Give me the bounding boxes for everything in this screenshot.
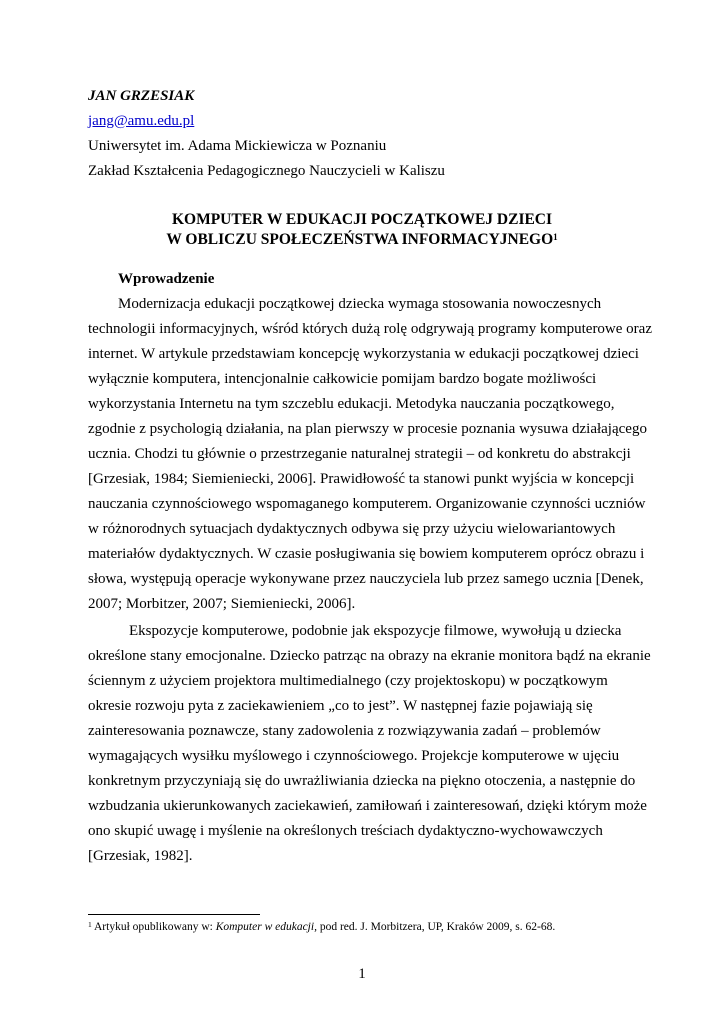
paragraph-line: okresie rozwoju pyta z zaciekawieniem „co to jest”. W następnej fazie pojawiają się	[88, 698, 593, 714]
paragraph-line: ucznia. Chodzi tu głównie o przestrzeganie naturalnej strategii – od konkretu do abstrakcji	[88, 446, 631, 462]
footnote-separator	[88, 914, 260, 915]
title-footnote-marker[interactable]: 1	[553, 232, 558, 242]
paragraph-line: konkretnym przyczyniają się do uwrażliwiania dziecka na piękno otoczenia, a następnie do	[88, 773, 636, 789]
paragraph-line: [Grzesiak, 1982].	[88, 848, 193, 864]
paragraph-line: ono skupić uwagę i myślenie na określonych treściach dydaktyczno-wychowawczych	[88, 823, 603, 839]
paragraph-line: ściennym z użyciem projektora multimedialnego (czy projektoskopu) w początkowym	[88, 673, 608, 689]
page-number: 1	[358, 966, 366, 982]
affiliation-department: Zakład Kształcenia Pedagogicznego Nauczycieli w Kaliszu	[88, 163, 445, 179]
paragraph-line: nauczania czynnościowego wspomaganego komputerem. Organizowanie czynności uczniów	[88, 496, 646, 512]
paragraph-line: zgodnie z psychologią działania, na plan pierwszy w procesie poznania wysuwa działającego	[88, 421, 647, 437]
section-heading: Wprowadzenie	[118, 271, 215, 287]
paragraph-2	[88, 619, 651, 869]
paragraph-1	[88, 292, 652, 617]
footnote-text-after: pod red. J. Morbitzera, UP, Kraków 2009, s. 62-68.	[316, 921, 556, 933]
affiliation-university: Uniwersytet im. Adama Mickiewicza w Poznaniu	[88, 138, 387, 154]
paragraph-line: technologii informacyjnych, wśród których dużą rolę odgrywają programy komputerowe oraz	[88, 321, 652, 337]
paragraph-line: wyłącznie komputera, intencjonalnie całkowicie pomijam bardzo bogate możliwości	[88, 371, 597, 387]
paragraph-line: zainteresowania poznawcze, stany zadowolenia z rozwiązywania zadań – problemów	[88, 723, 601, 739]
title-line-2	[0, 231, 724, 249]
title-line-1: KOMPUTER W EDUKACJI POCZĄTKOWEJ DZIECI	[171, 211, 553, 228]
author-name: JAN GRZESIAK	[88, 88, 195, 104]
paragraph-line: internet. W artykule przedstawiam koncepcję wykorzystania w edukacji początkowej dzieci	[88, 346, 639, 362]
paragraph-line: wymagających wysiłku myślowego i czynnościowego. Projekcje komputerowe w ujęciu	[88, 748, 620, 764]
footnote-marker: 1	[88, 920, 92, 929]
paragraph-line: określone stany emocjonalne. Dziecko patrząc na obrazy na ekranie monitora bądź na ekranie	[88, 648, 651, 664]
paragraph-line: 2007; Morbitzer, 2007; Siemieniecki, 2006].	[88, 596, 356, 612]
footnote	[88, 920, 555, 934]
paragraph-line: Ekspozycje komputerowe, podobnie jak ekspozycje filmowe, wywołują u dziecka	[129, 623, 622, 639]
title-line-2-text: W OBLICZU SPOŁECZEŃSTWA INFORMACYJNEGO	[166, 231, 554, 248]
paragraph-line: [Grzesiak, 1984; Siemieniecki, 2006]. Prawidłowość ta stanowi punkt wyjścia w koncepcji	[88, 471, 635, 487]
email-link[interactable]: jang@amu.edu.pl	[88, 113, 195, 129]
paragraph-line: Modernizacja edukacji początkowej dziecka wymaga stosowania nowoczesnych	[118, 296, 602, 312]
footnote-text-before: Artykuł opublikowany w:	[94, 921, 216, 933]
paragraph-line: wzbudzania ukierunkowanych zaciekawień, zamiłowań i zainteresowań, dzięki którym może	[88, 798, 647, 814]
paragraph-line: w różnorodnych sytuacjach dydaktycznych odbywa się przy użyciu wielowariantowych	[88, 521, 616, 537]
author-email	[88, 112, 194, 130]
paragraph-line: słowa, występują operacje wykonywane przez nauczyciela lub przez samego ucznia [Denek,	[88, 571, 644, 587]
footnote-italic-title: Komputer w edukacji,	[215, 921, 317, 933]
paragraph-line: materiałów dydaktycznych. W czasie posługiwania się bowiem komputerem oprócz obrazu i	[88, 546, 645, 562]
paragraph-line: wykorzystania Internetu na tym szczeblu edukacji. Metodyka nauczania początkowego,	[88, 396, 615, 412]
